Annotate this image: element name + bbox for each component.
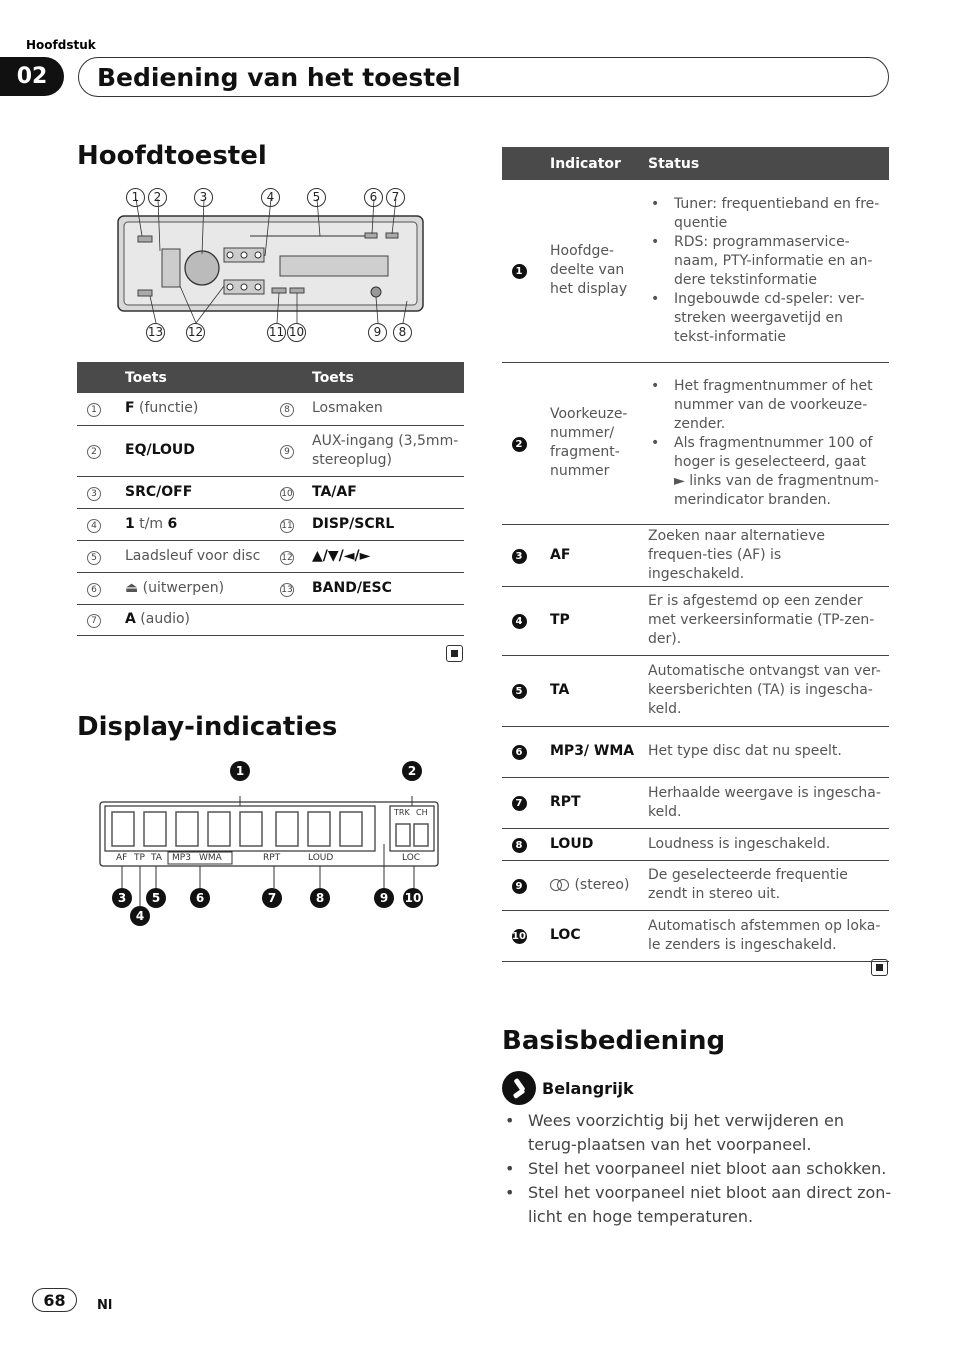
- table-row: [502, 655, 889, 726]
- row-number: 1: [87, 403, 101, 417]
- chapter-title: [78, 57, 889, 97]
- callout-9: 9: [368, 323, 387, 342]
- indicator-cell: Hoofdge-deelte van het display: [536, 180, 646, 362]
- key-desc: t/m: [134, 515, 168, 532]
- head-unit-illustration: [110, 186, 430, 346]
- key-desc: Laadsleuf voor disc: [125, 547, 261, 564]
- table-row: [502, 586, 889, 655]
- row-number: 10: [281, 488, 293, 499]
- status-cell: Herhaalde weergave is ingescha-keld.: [646, 777, 889, 828]
- status-item: • Als fragmentnummer 100 of hoger is geselecteerd, gaat ► links van de fragmentnum-merindicator branden.: [648, 434, 881, 510]
- lcd-ch: CH: [416, 808, 428, 817]
- indicator-header: Indicator: [536, 147, 646, 180]
- display-callout-6: 6: [190, 888, 210, 908]
- table-row: [502, 777, 889, 828]
- row-number: 2: [87, 445, 101, 459]
- status-cell: Automatische ontvangst van ver-keersberichten (TA) is ingescha-keld.: [646, 655, 889, 726]
- lcd-loc: LOC: [402, 853, 421, 863]
- display-callout-9: 9: [374, 888, 394, 908]
- row-number: 5: [512, 684, 527, 699]
- important-icon: [502, 1071, 536, 1105]
- stereo-icon: [550, 879, 570, 891]
- row-number: 9: [280, 445, 294, 459]
- display-callout-8: 8: [310, 888, 330, 908]
- indicator-cell: LOC: [550, 927, 581, 943]
- list-item: • Stel het voorpaneel niet bloot aan direct zon-licht en hoge temperaturen.: [502, 1181, 892, 1229]
- status-list: [648, 195, 881, 347]
- key-name: 6: [167, 515, 178, 532]
- toets-table: [77, 362, 464, 636]
- chapter-number: 02: [0, 57, 64, 96]
- row-number: 1: [512, 264, 527, 279]
- table-row: [77, 540, 464, 572]
- chapter-title-text: Bediening van het toestel: [97, 62, 461, 92]
- status-cell: Loudness is ingeschakeld.: [646, 828, 889, 860]
- table-row: [502, 910, 889, 961]
- indicator-cell: RPT: [550, 794, 581, 810]
- status-cell: Het type disc dat nu speelt.: [646, 726, 889, 777]
- callout-6: 6: [364, 188, 383, 207]
- table-row: [77, 476, 464, 508]
- indicator-table: [502, 147, 889, 962]
- language-code: Nl: [97, 1298, 113, 1313]
- status-cell: Automatisch afstemmen op loka-le zenders is ingeschakeld.: [646, 910, 889, 961]
- table-row: [77, 425, 464, 476]
- toets-header-2: Toets: [304, 362, 464, 393]
- list-item: • Wees voorzichtig bij het verwijderen en terug-plaatsen van het voorpaneel.: [502, 1109, 892, 1157]
- lcd-ta: TA: [151, 853, 162, 863]
- callout-5: 5: [307, 188, 326, 207]
- hoofdtoestel-heading: Hoofdtoestel: [77, 141, 267, 171]
- section-end-mark: [871, 959, 888, 976]
- callout-10: 10: [287, 323, 306, 342]
- status-item: • Tuner: frequentieband en fre-quentie: [648, 195, 881, 233]
- callout-7: 7: [386, 188, 405, 207]
- callout-4: 4: [261, 188, 280, 207]
- callout-11: 11: [267, 323, 286, 342]
- key-name: EQ/LOUD: [125, 442, 195, 458]
- key-name: ▲/▼/◄/►: [312, 547, 371, 564]
- table-row: [502, 828, 889, 860]
- indicator-cell: LOUD: [550, 835, 594, 852]
- row-number: 11: [281, 520, 293, 531]
- display-callout-2: 2: [402, 761, 422, 781]
- lcd-wma: WMA: [199, 853, 222, 863]
- status-list: [648, 377, 881, 510]
- key-name: A: [125, 611, 136, 627]
- key-name: DISP/SCRL: [312, 515, 395, 532]
- table-row: [502, 860, 889, 910]
- callout-2: 2: [148, 188, 167, 207]
- display-callout-5: 5: [146, 888, 166, 908]
- row-number: 2: [512, 437, 527, 452]
- row-number: 4: [87, 519, 101, 533]
- status-cell: De geselecteerde frequentie zendt in stereo uit.: [646, 860, 889, 910]
- important-note: [502, 1071, 634, 1105]
- display-callout-3: 3: [112, 888, 132, 908]
- row-number: 3: [87, 487, 101, 501]
- status-item: • Ingebouwde cd-speler: ver-streken weergavetijd en tekst-informatie: [648, 290, 881, 347]
- row-number: 12: [281, 552, 293, 563]
- table-row: [77, 508, 464, 540]
- display-heading: Display-indicaties: [77, 712, 338, 742]
- row-number: 9: [512, 879, 527, 894]
- row-number: 6: [87, 583, 101, 597]
- indicator-cell: TP: [550, 612, 570, 628]
- row-number: 10: [512, 931, 526, 942]
- indicator-cell: TA: [550, 682, 570, 698]
- callout-8: 8: [393, 323, 412, 342]
- key-desc: Losmaken: [312, 400, 383, 417]
- list-item: • Stel het voorpaneel niet bloot aan schokken.: [502, 1157, 892, 1181]
- important-label: Belangrijk: [542, 1078, 634, 1098]
- key-desc: (functie): [134, 400, 199, 417]
- indicator-cell: MP3/ WMA: [550, 743, 635, 759]
- key-name: 1: [125, 515, 135, 532]
- status-header: Status: [646, 147, 889, 180]
- row-number: 4: [512, 614, 527, 629]
- row-number: 3: [512, 549, 527, 564]
- row-number: 8: [280, 403, 294, 417]
- lcd-af: AF: [116, 853, 128, 863]
- lcd-rpt: RPT: [263, 853, 281, 863]
- callout-1: 1: [126, 188, 145, 207]
- key-desc: ⏏ (uitwerpen): [125, 579, 225, 596]
- table-row: [77, 393, 464, 425]
- chapter-label: Hoofdstuk: [26, 38, 96, 52]
- status-item: • Het fragmentnummer of het nummer van de voorkeuze-zender.: [648, 377, 881, 434]
- indicator-cell: Voorkeuze-nummer/ fragment-nummer: [536, 362, 646, 524]
- head-unit-drawing: [110, 186, 430, 346]
- row-number: 5: [87, 551, 101, 565]
- display-callout-7: 7: [262, 888, 282, 908]
- lcd-illustration: [96, 758, 446, 928]
- display-callout-10: 10: [403, 888, 423, 908]
- status-cell: Er is afgestemd op een zender met verkeersinformatie (TP-zen-der).: [646, 586, 889, 655]
- callout-3: 3: [194, 188, 213, 207]
- row-number: 6: [512, 745, 527, 760]
- status-item: • RDS: programmaservice-naam, PTY-informatie en an-dere tekstinformatie: [648, 233, 881, 290]
- row-number: 13: [281, 584, 293, 595]
- key-name: F: [125, 400, 135, 417]
- table-row: [77, 572, 464, 604]
- key-desc: (audio): [135, 611, 191, 627]
- display-callout-4: 4: [130, 906, 150, 926]
- status-cell: Zoeken naar alternatieve frequen-ties (AF) is ingeschakeld.: [646, 524, 889, 586]
- table-row: [502, 524, 889, 586]
- section-end-mark: [446, 645, 463, 662]
- table-row: [502, 362, 889, 524]
- key-desc: AUX-ingang (3,5mm-stereoplug): [312, 432, 459, 468]
- display-callout-1: 1: [230, 761, 250, 781]
- key-name: BAND/ESC: [312, 579, 392, 596]
- lcd-tp: TP: [134, 853, 145, 863]
- row-number: 8: [512, 838, 527, 853]
- callout-13: 13: [146, 323, 165, 342]
- table-row: [502, 180, 889, 362]
- key-name: SRC/OFF: [125, 483, 193, 500]
- lcd-mp3: MP3: [172, 853, 191, 863]
- callout-12: 12: [186, 323, 205, 342]
- lcd-trk: TRK: [394, 808, 410, 817]
- indicator-cell: AF: [550, 546, 571, 563]
- key-name: TA/AF: [312, 483, 357, 500]
- toets-header-1: Toets: [111, 362, 270, 393]
- indicator-cell: (stereo): [574, 876, 630, 893]
- row-number: 7: [87, 614, 101, 628]
- basis-heading: Basisbediening: [502, 1026, 726, 1056]
- lcd-loud: LOUD: [308, 853, 334, 863]
- basis-bullet-list: [502, 1109, 892, 1229]
- table-row: [77, 604, 464, 635]
- row-number: 7: [512, 796, 527, 811]
- table-row: [502, 726, 889, 777]
- page-number: 68: [32, 1288, 77, 1312]
